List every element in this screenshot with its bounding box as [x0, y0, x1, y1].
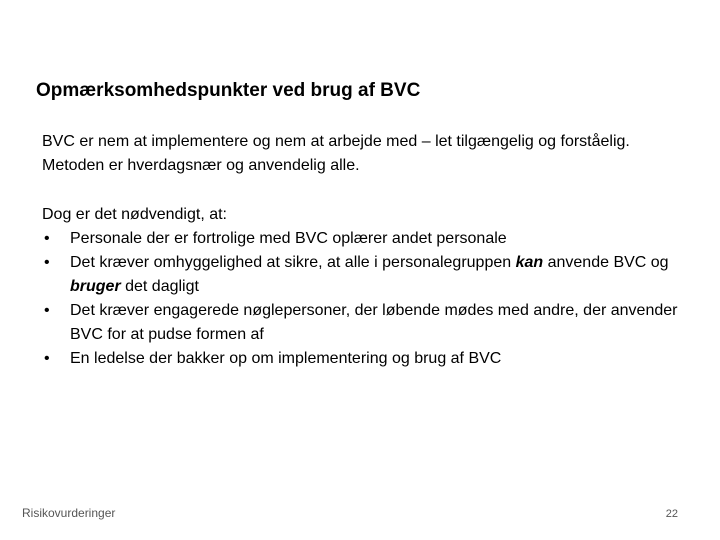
list-item-text: Det kræver engagerede nøglepersoner, der løbende mødes med andre, der anvender BVC for at pudse formen af	[70, 302, 678, 343]
emphasis-bruger: bruger	[70, 278, 121, 295]
list-item	[42, 251, 692, 299]
requirements-list	[42, 227, 692, 371]
bullet-icon: •	[44, 350, 50, 367]
list-item-text-part: Det kræver omhyggelighed at sikre, at alle i personalegruppen	[70, 254, 516, 271]
bullet-icon: •	[44, 230, 50, 247]
slide-title: Opmærksomhedspunkter ved brug af BVC	[36, 80, 421, 101]
list-item-text: En ledelse der bakker op om implementering og brug af BVC	[70, 350, 502, 367]
list-item-text: Personale der er fortrolige med BVC oplærer andet personale	[70, 230, 507, 247]
emphasis-kan: kan	[515, 254, 544, 271]
list-item-text	[70, 251, 692, 299]
intro-paragraph	[42, 130, 682, 178]
list-item	[42, 227, 692, 251]
list-item	[42, 347, 692, 371]
bullet-icon: •	[44, 302, 50, 319]
page-number: 22	[665, 508, 678, 520]
requirements-section	[42, 203, 692, 371]
requirements-lead: Dog er det nødvendigt, at:	[42, 206, 227, 223]
bullet-icon: •	[44, 254, 50, 271]
footer-label: Risikovurderinger	[22, 506, 116, 520]
list-item-text-part: anvende BVC og	[543, 254, 669, 271]
list-item	[42, 299, 692, 347]
intro-text: BVC er nem at implementere og nem at arbejde med – let tilgængelig og forståelig. Metoden er hverdagsnær og anvendelig alle.	[42, 133, 630, 174]
list-item-text-part: det dagligt	[120, 278, 199, 295]
